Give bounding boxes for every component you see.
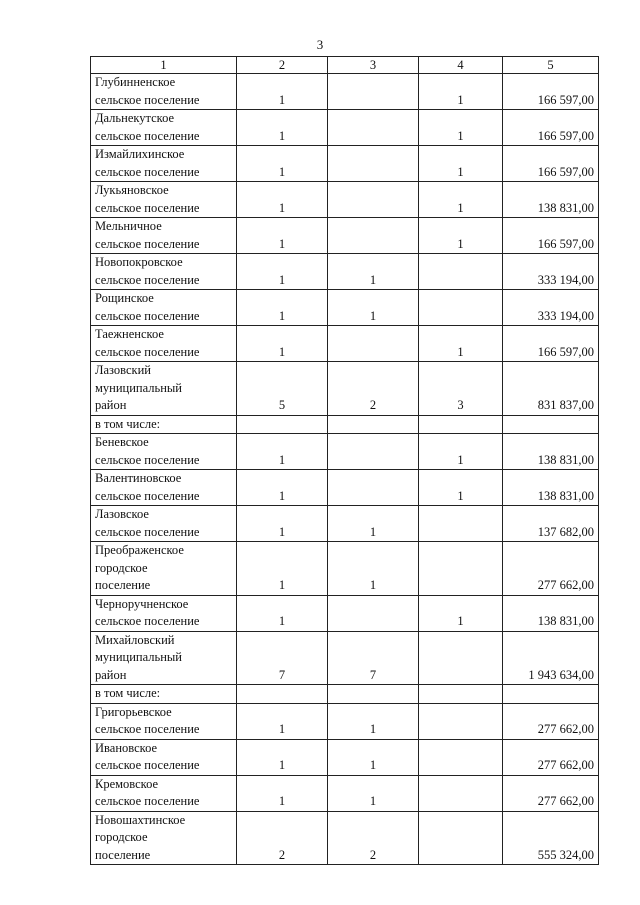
row-col-2: 1 xyxy=(237,434,328,470)
table-row xyxy=(91,146,599,182)
page-number: 3 xyxy=(316,37,324,52)
row-col-2: 1 xyxy=(237,703,328,739)
row-col-4 xyxy=(419,542,503,596)
row-name: Григорьевское сельское поселение xyxy=(91,703,237,739)
row-name: Дальнекутское сельское поселение xyxy=(91,110,237,146)
row-col-3: 1 xyxy=(328,506,419,542)
table-row xyxy=(91,775,599,811)
table-row xyxy=(91,218,599,254)
row-col-3 xyxy=(328,415,419,434)
header-col-2: 2 xyxy=(237,57,328,74)
row-col-3 xyxy=(328,110,419,146)
row-col-3 xyxy=(328,434,419,470)
row-sum: 277 662,00 xyxy=(503,542,599,596)
table-row xyxy=(91,685,599,704)
header-col-3: 3 xyxy=(328,57,419,74)
allocation-table xyxy=(90,56,599,865)
row-col-2: 1 xyxy=(237,146,328,182)
row-sum: 166 597,00 xyxy=(503,74,599,110)
row-col-3 xyxy=(328,470,419,506)
table-row xyxy=(91,542,599,596)
row-col-2: 1 xyxy=(237,218,328,254)
row-col-3: 1 xyxy=(328,775,419,811)
table-row xyxy=(91,254,599,290)
row-col-3: 2 xyxy=(328,811,419,865)
row-col-4 xyxy=(419,290,503,326)
row-col-3: 1 xyxy=(328,542,419,596)
table-row xyxy=(91,506,599,542)
row-col-3 xyxy=(328,182,419,218)
row-col-4: 1 xyxy=(419,595,503,631)
header-col-4: 4 xyxy=(419,57,503,74)
row-col-2: 1 xyxy=(237,506,328,542)
row-col-4: 1 xyxy=(419,182,503,218)
row-col-4 xyxy=(419,703,503,739)
header-col-1: 1 xyxy=(91,57,237,74)
row-name: Лукьяновское сельское поселение xyxy=(91,182,237,218)
row-col-3 xyxy=(328,146,419,182)
row-col-2: 1 xyxy=(237,326,328,362)
row-col-4: 1 xyxy=(419,146,503,182)
row-sum xyxy=(503,415,599,434)
row-col-3 xyxy=(328,595,419,631)
row-col-4 xyxy=(419,415,503,434)
row-name: Измайлихинское сельское поселение xyxy=(91,146,237,182)
row-sum: 333 194,00 xyxy=(503,290,599,326)
table-row xyxy=(91,362,599,416)
table-row xyxy=(91,631,599,685)
table-row xyxy=(91,703,599,739)
row-col-3 xyxy=(328,326,419,362)
row-name: Валентиновское сельское поселение xyxy=(91,470,237,506)
row-col-2: 5 xyxy=(237,362,328,416)
row-name: Новошахтинское городское поселение xyxy=(91,811,237,865)
row-name: Рощинское сельское поселение xyxy=(91,290,237,326)
table-row xyxy=(91,434,599,470)
table-row xyxy=(91,182,599,218)
row-col-4: 1 xyxy=(419,218,503,254)
row-col-2: 1 xyxy=(237,74,328,110)
row-name: Кремовское сельское поселение xyxy=(91,775,237,811)
row-name: Таежненское сельское поселение xyxy=(91,326,237,362)
row-col-4 xyxy=(419,685,503,704)
row-sum: 138 831,00 xyxy=(503,595,599,631)
header-col-5: 5 xyxy=(503,57,599,74)
row-name: Лазовское сельское поселение xyxy=(91,506,237,542)
row-sum: 138 831,00 xyxy=(503,182,599,218)
row-sum: 166 597,00 xyxy=(503,326,599,362)
row-sum: 137 682,00 xyxy=(503,506,599,542)
row-col-2: 1 xyxy=(237,470,328,506)
row-col-4: 1 xyxy=(419,110,503,146)
row-name: в том числе: xyxy=(91,415,237,434)
row-col-3: 7 xyxy=(328,631,419,685)
row-sum: 138 831,00 xyxy=(503,434,599,470)
row-col-2: 1 xyxy=(237,290,328,326)
row-name: Глубинненское сельское поселение xyxy=(91,74,237,110)
row-col-2: 1 xyxy=(237,182,328,218)
table-row xyxy=(91,326,599,362)
table-row xyxy=(91,290,599,326)
row-sum: 831 837,00 xyxy=(503,362,599,416)
row-col-3: 2 xyxy=(328,362,419,416)
row-col-2: 1 xyxy=(237,739,328,775)
row-col-2: 1 xyxy=(237,110,328,146)
row-col-3: 1 xyxy=(328,254,419,290)
row-name: Черноручненское сельское поселение xyxy=(91,595,237,631)
row-sum: 1 943 634,00 xyxy=(503,631,599,685)
row-col-2: 1 xyxy=(237,595,328,631)
table-row xyxy=(91,739,599,775)
row-col-2: 1 xyxy=(237,254,328,290)
table-row xyxy=(91,811,599,865)
row-sum: 138 831,00 xyxy=(503,470,599,506)
row-name: Михайловский муниципальный район xyxy=(91,631,237,685)
row-name: в том числе: xyxy=(91,685,237,704)
row-sum: 277 662,00 xyxy=(503,703,599,739)
row-name: Новопокровское сельское поселение xyxy=(91,254,237,290)
table-row xyxy=(91,470,599,506)
table-row xyxy=(91,595,599,631)
row-col-3 xyxy=(328,218,419,254)
row-sum: 277 662,00 xyxy=(503,775,599,811)
table-row xyxy=(91,415,599,434)
row-col-2: 2 xyxy=(237,811,328,865)
row-name: Мельничное сельское поселение xyxy=(91,218,237,254)
row-col-2 xyxy=(237,415,328,434)
row-sum: 166 597,00 xyxy=(503,218,599,254)
row-col-4: 3 xyxy=(419,362,503,416)
header-row xyxy=(91,57,599,74)
row-col-4 xyxy=(419,631,503,685)
row-col-4 xyxy=(419,775,503,811)
row-col-4: 1 xyxy=(419,326,503,362)
row-col-3: 1 xyxy=(328,739,419,775)
row-col-4 xyxy=(419,739,503,775)
row-col-2 xyxy=(237,685,328,704)
row-name: Ивановское сельское поселение xyxy=(91,739,237,775)
row-sum: 166 597,00 xyxy=(503,146,599,182)
row-col-3: 1 xyxy=(328,703,419,739)
row-col-4 xyxy=(419,254,503,290)
row-col-2: 7 xyxy=(237,631,328,685)
row-col-4: 1 xyxy=(419,434,503,470)
table-row xyxy=(91,110,599,146)
row-col-4 xyxy=(419,811,503,865)
row-col-4: 1 xyxy=(419,470,503,506)
row-col-4 xyxy=(419,506,503,542)
table-row xyxy=(91,74,599,110)
row-col-2: 1 xyxy=(237,542,328,596)
row-sum xyxy=(503,685,599,704)
row-sum: 333 194,00 xyxy=(503,254,599,290)
row-sum: 166 597,00 xyxy=(503,110,599,146)
row-name: Беневское сельское поселение xyxy=(91,434,237,470)
row-sum: 277 662,00 xyxy=(503,739,599,775)
row-name: Лазовский муниципальный район xyxy=(91,362,237,416)
row-name: Преображенское городское поселение xyxy=(91,542,237,596)
row-col-3: 1 xyxy=(328,290,419,326)
row-col-2: 1 xyxy=(237,775,328,811)
row-col-3 xyxy=(328,685,419,704)
row-col-4: 1 xyxy=(419,74,503,110)
row-col-3 xyxy=(328,74,419,110)
row-sum: 555 324,00 xyxy=(503,811,599,865)
